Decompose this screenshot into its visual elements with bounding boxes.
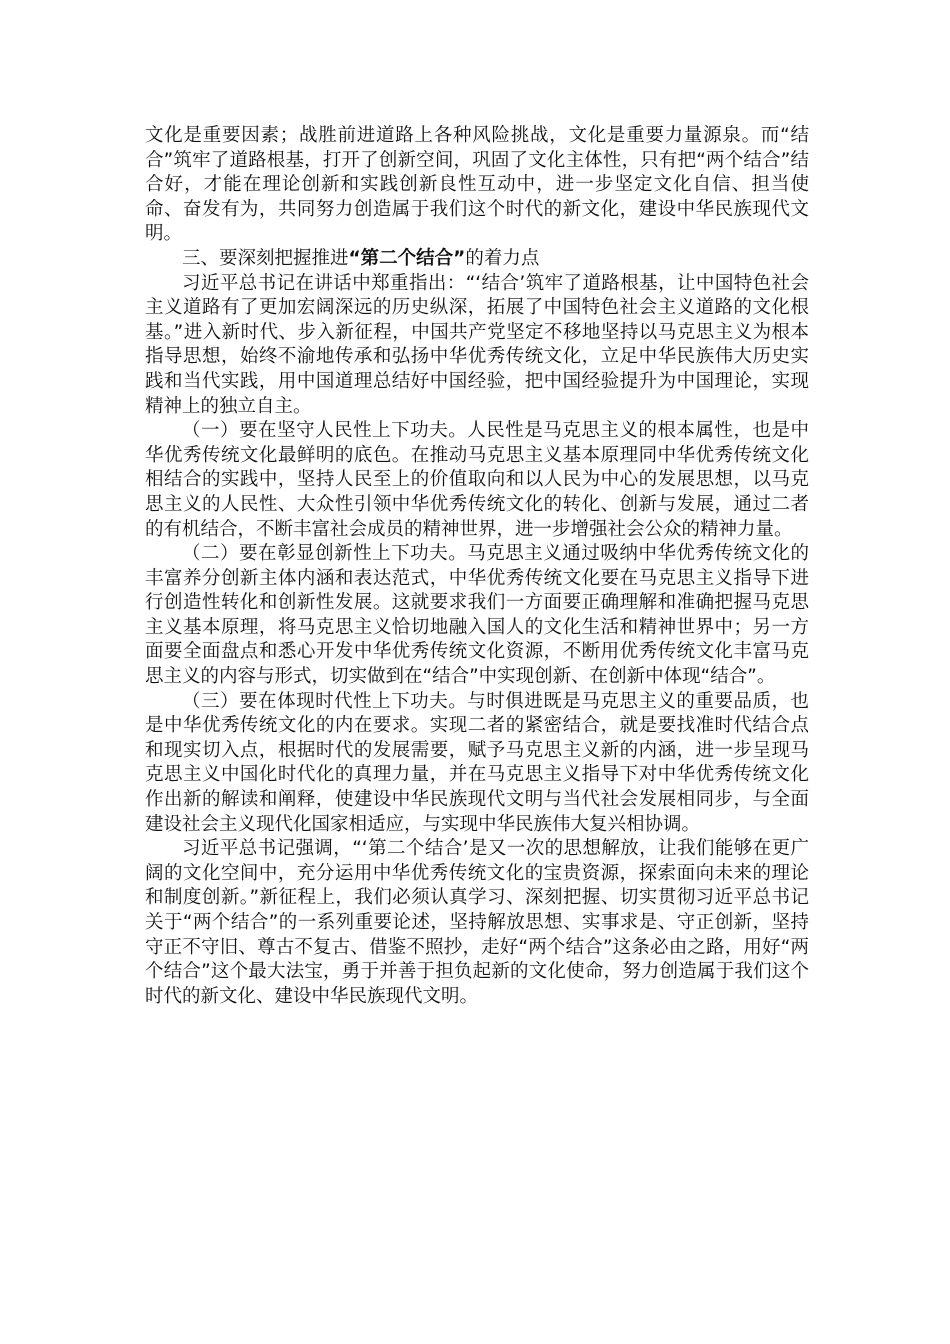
paragraph-point-three: （三）要在体现时代性上下功夫。与时俱进既是马克思主义的重要品质，也是中华优秀传统文化的内在要求。实现二者的紧密结合，就是要找准时代结合点和现实切入点，根据时代的发展需要，赋予马克思主义新的内涵，进一步呈现马克思主义中国化时代化的真理力量，并在马克思主义指导下对中华优秀传统文化作出新的解读和阐释，使建设中华民族现代文明与当代社会发展相同步，与全面建设社会主义现代化国家相适应，与实现中华民族伟大复兴相协调。 — [145, 690, 809, 835]
document-body — [145, 124, 809, 1009]
section-heading-tail: 的着力点 — [465, 247, 540, 269]
paragraph-point-two: （二）要在彰显创新性上下功夫。马克思主义通过吸纳中华优秀传统文化的丰富养分创新主体内涵和表达范式，中华优秀传统文化要在马克思主义指导下进行创造性转化和创新性发展。这就要求我们一方面要正确理解和准确把握马克思主义基本原理，将马克思主义恰切地融入国人的文化生活和精神世界中；另一方面要全面盘点和悉心开发中华优秀传统文化资源，不断用优秀传统文化丰富马克思主义的内容与形式，切实做到在“结合”中实现创新、在创新中体现“结合”。 — [145, 543, 809, 688]
paragraph-conclusion: 习近平总书记强调，“‘第二个结合’是又一次的思想解放，让我们能够在更广阔的文化空间中，充分运用中华优秀传统文化的宝贵资源，探索面向未来的理论和制度创新。”新征程上，我们必须认真学习、深刻把握、切实贯彻习近平总书记关于“两个结合”的一系列重要论述，坚持解放思想、实事求是、守正创新，坚持守正不守旧、尊古不复古、借鉴不照抄，走好“两个结合”这条必由之路，用好“两个结合”这个最大法宝，勇于并善于担负起新的文化使命，努力创造属于我们这个时代的新文化、建设中华民族现代文明。 — [145, 838, 809, 1007]
section-heading — [145, 247, 809, 272]
paragraph-section-intro: 习近平总书记在讲话中郑重指出：“‘结合’筑牢了道路根基，让中国特色社会主义道路有了更加宏阔深远的历史纵深，拓展了中国特色社会主义道路的文化根基。”进入新时代、步入新征程，中国共产党坚定不移地坚持以马克思主义为根本指导思想，始终不渝地传承和弘扬中华优秀传统文化，立足中华民族伟大历史实践和当代实践，用中国道理总结好中国经验，把中国经验提升为中国理论，实现精神上的独立自主。 — [145, 272, 809, 417]
section-heading-lead: 三、要深刻把握推进 — [182, 247, 349, 269]
paragraph-intro-continuation: 文化是重要因素；战胜前进道路上各种风险挑战，文化是重要力量源泉。而“结合”筑牢了道路根基，打开了创新空间，巩固了文化主体性，只有把“两个结合”结合好，才能在理论创新和实践创新良性互动中，进一步坚定文化自信、担当使命、奋发有为，共同努力创造属于我们这个时代的新文化，建设中华民族现代文明。 — [145, 125, 809, 245]
section-heading-quoted: “第二个结合” — [348, 247, 466, 269]
paragraph-point-one: （一）要在坚守人民性上下功夫。人民性是马克思主义的根本属性，也是中华优秀传统文化最鲜明的底色。在推动马克思主义基本原理同中华优秀传统文化相结合的实践中，坚持人民至上的价值取向和以人民为中心的发展思想，以马克思主义的人民性、大众性引领中华优秀传统文化的转化、创新与发展，通过二者的有机结合，不断丰富社会成员的精神世界，进一步增强社会公众的精神力量。 — [145, 420, 809, 540]
